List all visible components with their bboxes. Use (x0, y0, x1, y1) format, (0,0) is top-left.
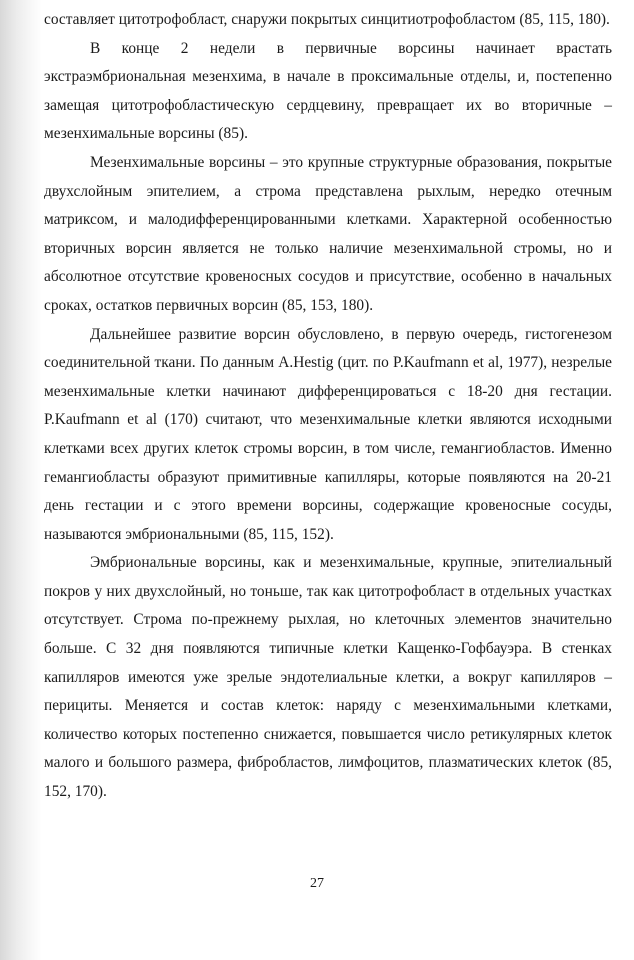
paragraph-embryonic-villi: Эмбриональные ворсины, как и мезенхимальные, крупные, эпителиальный покров у них двухслойный, но тоньше, так как цитотрофобласт в отдельных участках отсутствует. Строма по-прежнему рыхлая, но клеточных элементов значительно больше. С 32 дня появляются типичные клетки Кащенко-Гофбауэра. В стенках капилляров имеются уже зрелые эндотелиальные клетки, а вокруг капилляров – перициты. Меняется и состав клеток: наряду с мезенхимальными клетками, количество которых постепенно снижается, повышается число ретикулярных клеток малого и большого размера, фибробластов, лимфоцитов, плазматических клеток (85, 152, 170). (44, 554, 612, 801)
paragraph-secondary-villi: В конце 2 недели в первичные ворсины начинает врастать экстраэмбриональная мезенхима, в начале в проксимальные отделы, и, постепенно замещая цитотрофобластическую сердцевину, превращает их во вторичные – мезенхимальные ворсины (85). (44, 39, 612, 143)
paragraph-continuation: составляет цитотрофобласт, снаружи покрытых синцитиотрофобластом (85, 115, 180). (44, 11, 610, 28)
scan-edge-shadow (0, 0, 42, 960)
page-number: 27 (310, 876, 324, 891)
document-page (44, 6, 612, 807)
paragraph-villi-development: Дальнейшее развитие ворсин обусловлено, в первую очередь, гистогенезом соединительной ткани. По данным A.Hestig (цит. по P.Kaufmann et al, 1977), незрелые мезенхимальные клетки начинают дифференцироваться с 18-20 дня гестации. P.Kaufmann et al (170) считают, что мезенхимальные клетки являются исходными клетками всех других клеток стромы ворсин, в том числе, гемангиобластов. Именно гемангиобласты образуют примитивные капилляры, которые появляются на 20-21 день гестации и с этого времени ворсины, содержащие кровеносные сосуды, называются эмбриональными (85, 115, 152). (44, 325, 612, 543)
paragraph-mesenchymal-villi: Мезенхимальные ворсины – это крупные структурные образования, покрытые двухслойным эпителием, а строма представлена рыхлым, нередко отечным матриксом, и малодифференцированными клетками. Характерной особенностью вторичных ворсин является не только наличие мезенхимальной стромы, но и абсолютное отсутствие кровеносных сосудов и присутствие, особенно в начальных сроках, остатков первичных ворсин (85, 153, 180). (44, 153, 612, 314)
